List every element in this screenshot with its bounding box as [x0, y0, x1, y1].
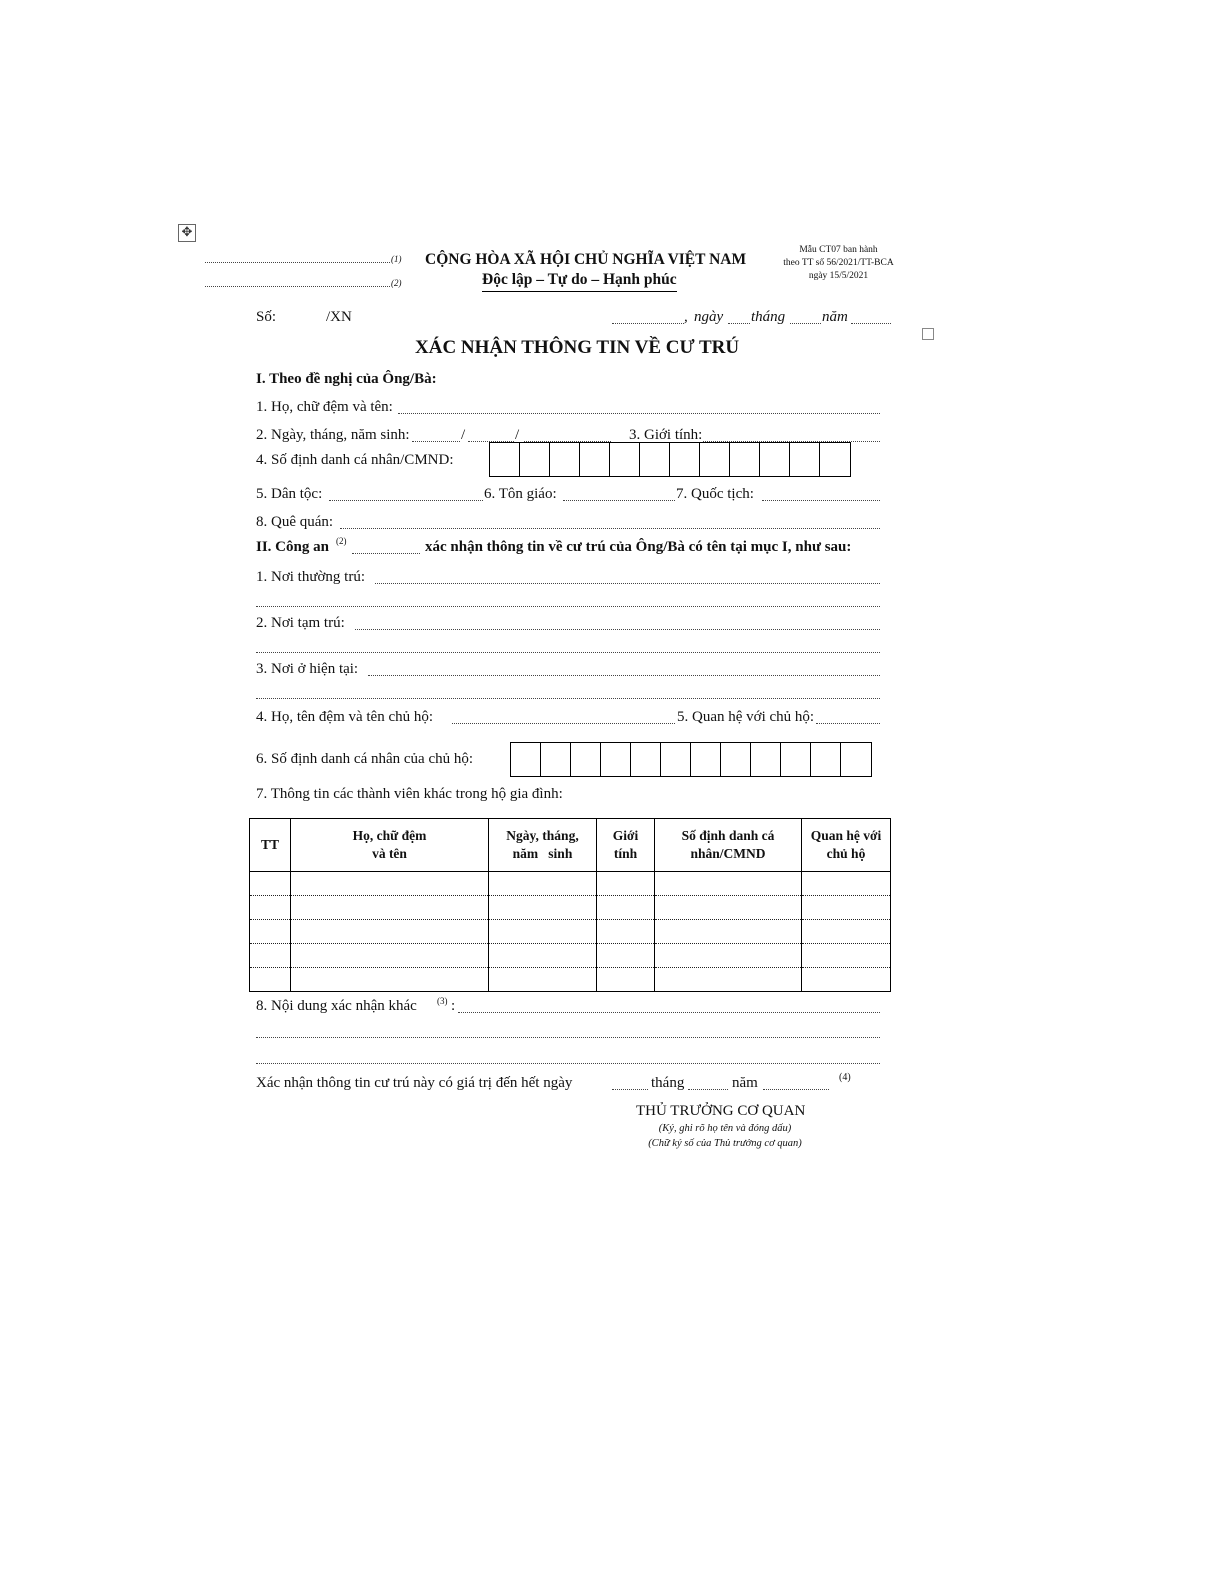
table-cell[interactable]	[489, 896, 597, 920]
table-cell[interactable]	[802, 872, 891, 896]
id-box[interactable]	[751, 743, 781, 776]
agency-marker-2: (2)	[391, 278, 402, 288]
table-cell[interactable]	[250, 920, 291, 944]
id-box[interactable]	[721, 743, 751, 776]
table-cell[interactable]	[597, 968, 655, 992]
table-cell[interactable]	[291, 968, 489, 992]
table-cell[interactable]	[250, 896, 291, 920]
dob-label: 2. Ngày, tháng, năm sinh:	[256, 427, 410, 443]
validity-text: Xác nhận thông tin cư trú này có giá trị đến hết ngày	[256, 1075, 573, 1091]
other-content-label: 8. Nội dung xác nhận khác	[256, 998, 417, 1014]
id-box[interactable]	[601, 743, 631, 776]
other-content-field[interactable]	[458, 1012, 880, 1013]
id-box[interactable]	[760, 443, 790, 476]
householder-name-label: 4. Họ, tên đệm và tên chủ hộ:	[256, 709, 434, 725]
householder-id-label: 6. Số định danh cá nhân của chủ hộ:	[256, 751, 474, 767]
table-cell[interactable]	[802, 920, 891, 944]
table-row	[250, 968, 891, 992]
id-box[interactable]	[631, 743, 661, 776]
section1-heading: I. Theo đề nghị của Ông/Bà:	[256, 371, 437, 387]
table-cell[interactable]	[489, 968, 597, 992]
current-residence-field-2[interactable]	[256, 698, 880, 699]
id-box[interactable]	[580, 443, 610, 476]
temporary-residence-field-2[interactable]	[256, 652, 880, 653]
signature-note-2: (Chữ ký số của Thủ trưởng cơ quan)	[648, 1138, 802, 1149]
table-cell[interactable]	[250, 872, 291, 896]
validity-marker: (4)	[839, 1072, 851, 1083]
table-row	[250, 896, 891, 920]
validity-month-field[interactable]	[688, 1089, 728, 1090]
other-content-field-3[interactable]	[256, 1063, 880, 1064]
table-cell[interactable]	[655, 872, 802, 896]
table-cell[interactable]	[802, 944, 891, 968]
national-title: CỘNG HÒA XÃ HỘI CHỦ NGHĨA VIỆT NAM	[425, 251, 747, 268]
col-header-relation: Quan hệ với chủ hộ	[802, 819, 891, 872]
id-box[interactable]	[640, 443, 670, 476]
nationality-field[interactable]	[762, 500, 880, 501]
table-cell[interactable]	[489, 944, 597, 968]
religion-field[interactable]	[563, 500, 675, 501]
section2-heading-suffix: xác nhận thông tin về cư trú của Ông/Bà có tên tại mục I, như sau:	[425, 539, 852, 555]
col-header-tt: TT	[250, 819, 291, 872]
date-day-label: ngày	[694, 309, 724, 325]
validity-day-field[interactable]	[612, 1089, 648, 1090]
table-row	[250, 944, 891, 968]
document-title: XÁC NHẬN THÔNG TIN VỀ CƯ TRÚ	[415, 337, 740, 358]
dob-slash-1: /	[461, 427, 466, 443]
relationship-label: 5. Quan hệ với chủ hộ:	[677, 709, 815, 725]
table-cell[interactable]	[802, 968, 891, 992]
table-cell[interactable]	[597, 872, 655, 896]
temporary-residence-label: 2. Nơi tạm trú:	[256, 615, 345, 631]
full-name-field[interactable]	[398, 413, 880, 414]
other-content-colon: :	[451, 998, 456, 1014]
agency-marker-1: (1)	[391, 254, 402, 264]
police-unit-field[interactable]	[352, 553, 420, 554]
table-header-row	[250, 819, 891, 872]
id-box[interactable]	[691, 743, 721, 776]
col-header-sex: Giới tính	[597, 819, 655, 872]
table-cell[interactable]	[655, 944, 802, 968]
date-year-label: năm	[822, 309, 848, 325]
col-header-name: Họ, chữ đệm và tên	[291, 819, 489, 872]
section2-heading-marker: (2)	[336, 536, 347, 546]
move-handle-icon[interactable]: ✥	[178, 224, 196, 242]
validity-year-label: năm	[732, 1075, 758, 1091]
section2-heading-prefix: II. Công an	[256, 539, 329, 555]
religion-label: 6. Tôn giáo:	[484, 486, 557, 502]
members-table	[249, 818, 891, 992]
nationality-label: 7. Quốc tịch:	[676, 486, 754, 502]
current-residence-field[interactable]	[368, 675, 880, 676]
table-cell[interactable]	[489, 920, 597, 944]
col-header-dob: Ngày, tháng, năm sinh	[489, 819, 597, 872]
id-number-boxes[interactable]	[489, 442, 851, 477]
signature-title: THỦ TRƯỞNG CƠ QUAN	[636, 1103, 806, 1119]
form-note	[771, 244, 906, 283]
table-cell[interactable]	[291, 872, 489, 896]
validity-year-field[interactable]	[763, 1089, 829, 1090]
date-month-blank[interactable]	[790, 323, 821, 324]
gender-label: 3. Giới tính:	[629, 427, 703, 443]
id-box[interactable]	[550, 443, 580, 476]
id-box[interactable]	[541, 743, 571, 776]
table-cell[interactable]	[291, 944, 489, 968]
agency-line-2	[205, 286, 390, 287]
table-cell[interactable]	[250, 968, 291, 992]
dob-slash-2: /	[515, 427, 520, 443]
hometown-label: 8. Quê quán:	[256, 514, 334, 530]
dob-day-field[interactable]	[412, 441, 460, 442]
table-row	[250, 872, 891, 896]
form-note-line-2: theo TT số 56/2021/TT-BCA	[783, 258, 894, 268]
table-cell[interactable]	[655, 968, 802, 992]
form-note-line-3: ngày 15/5/2021	[808, 271, 869, 281]
form-note-line-1: Mẫu CT07 ban hành	[799, 245, 878, 255]
table-cell[interactable]	[655, 920, 802, 944]
signature-note-1: (Ký, ghi rõ họ tên và đóng dấu)	[658, 1123, 792, 1134]
table-cell[interactable]	[597, 944, 655, 968]
id-box[interactable]	[511, 743, 541, 776]
id-box[interactable]	[520, 443, 550, 476]
col-header-id: Số định danh cá nhân/CMND	[655, 819, 802, 872]
id-box[interactable]	[490, 443, 520, 476]
table-cell[interactable]	[291, 920, 489, 944]
other-content-field-2[interactable]	[256, 1037, 880, 1038]
place-blank[interactable]	[612, 323, 684, 324]
householder-name-field[interactable]	[452, 723, 675, 724]
relationship-field[interactable]	[816, 723, 880, 724]
id-box[interactable]	[811, 743, 841, 776]
id-box[interactable]	[661, 743, 691, 776]
id-number-label: 4. Số định danh cá nhân/CMND:	[256, 452, 454, 468]
table-cell[interactable]	[291, 896, 489, 920]
agency-line-1	[205, 262, 390, 263]
id-box[interactable]	[670, 443, 700, 476]
table-cell[interactable]	[489, 872, 597, 896]
householder-id-boxes[interactable]	[510, 742, 872, 777]
id-box[interactable]	[730, 443, 760, 476]
permanent-residence-field-2[interactable]	[256, 606, 880, 607]
table-cell[interactable]	[597, 896, 655, 920]
table-cell[interactable]	[597, 920, 655, 944]
doc-number-label: Số:	[256, 309, 277, 325]
id-box[interactable]	[790, 443, 820, 476]
date-day-blank[interactable]	[728, 323, 750, 324]
full-name-label: 1. Họ, chữ đệm và tên:	[256, 399, 393, 415]
ethnicity-field[interactable]	[329, 500, 483, 501]
current-residence-label: 3. Nơi ở hiện tại:	[256, 661, 359, 677]
permanent-residence-label: 1. Nơi thường trú:	[256, 569, 365, 585]
permanent-residence-field[interactable]	[375, 583, 880, 584]
id-box[interactable]	[700, 443, 730, 476]
id-box[interactable]	[841, 743, 871, 776]
id-box[interactable]	[610, 443, 640, 476]
square-icon	[922, 328, 934, 340]
temporary-residence-field[interactable]	[355, 629, 880, 630]
validity-month-label: tháng	[651, 1075, 685, 1091]
members-label: 7. Thông tin các thành viên khác trong hộ gia đình:	[256, 786, 563, 802]
national-motto: Độc lập – Tự do – Hạnh phúc	[482, 271, 677, 292]
ethnicity-label: 5. Dân tộc:	[256, 486, 323, 502]
table-cell[interactable]	[655, 896, 802, 920]
doc-number-suffix: /XN	[326, 309, 352, 325]
other-content-marker: (3)	[437, 996, 448, 1006]
id-box[interactable]	[781, 743, 811, 776]
id-box[interactable]	[820, 443, 850, 476]
table-cell[interactable]	[250, 944, 291, 968]
table-row	[250, 920, 891, 944]
hometown-field[interactable]	[340, 528, 880, 529]
date-comma: ,	[684, 309, 688, 325]
date-month-label: tháng	[751, 309, 786, 325]
id-box[interactable]	[571, 743, 601, 776]
date-year-blank[interactable]	[851, 323, 891, 324]
table-cell[interactable]	[802, 896, 891, 920]
